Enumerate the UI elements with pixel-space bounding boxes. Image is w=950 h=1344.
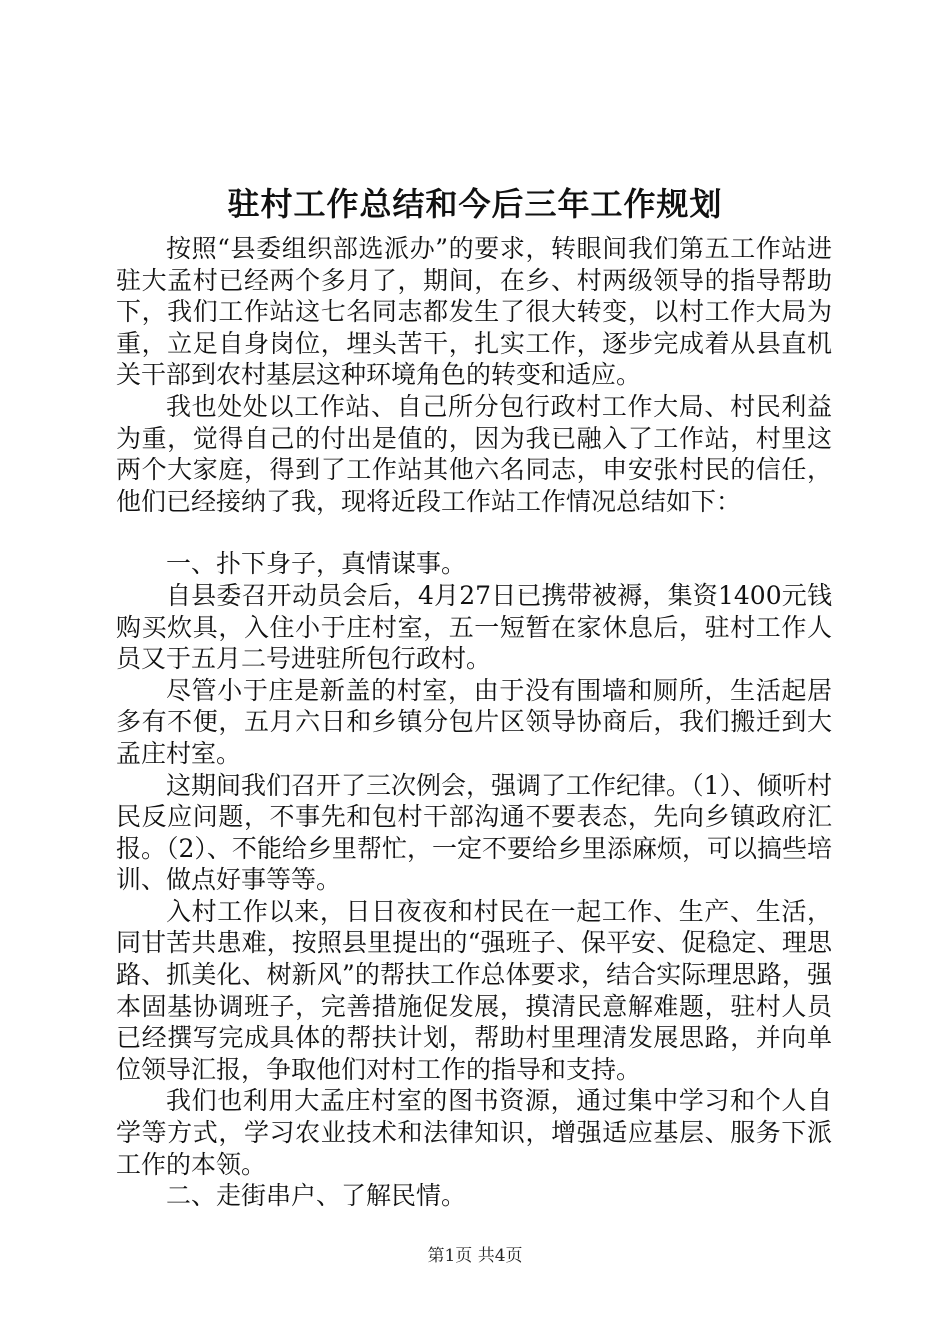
section-heading-2: 二、走街串户、了解民情。 <box>166 1181 467 1211</box>
paragraph-attitude: 我也处处以工作站、自己所分包行政村工作大局、村民利益为重，觉得自己的付出是值的，因为我已融入了工作站，村里这两个大家庭，得到了工作站其他六名同志，申安张村民的信任，他们已经接纳了我，现将近段工作站工作情况总结如下： <box>116 391 832 516</box>
paragraph-arrival: 自县委召开动员会后，4月27日已携带被褥，集资1400元钱购买炊具，入住小于庄村室，五一短暂在家休息后，驻村工作人员又于五月二号进驻所包行政村。 <box>116 580 832 674</box>
paragraph-work: 入村工作以来，日日夜夜和村民在一起工作、生产、生活，同甘苦共患难，按照县里提出的“强班子、保平安、促稳定、理思路、抓美化、树新风”的帮扶工作总体要求，结合实际理思路，强本固基协调班子，完善措施促发展，摸清民意解难题，驻村人员已经撰写完成具体的帮扶计划，帮助村里理清发展思路，并向单位领导汇报，争取他们对村工作的指导和支持。 <box>116 896 832 1084</box>
page-footer: 第1页 共4页 <box>427 1246 523 1266</box>
document-title: 驻村工作总结和今后三年工作规划 <box>227 185 723 223</box>
paragraph-relocation: 尽管小于庄是新盖的村室，由于没有围墙和厕所，生活起居多有不便，五月六日和乡镇分包片区领导协商后，我们搬迁到大孟庄村室。 <box>116 675 832 768</box>
paragraph-meetings: 这期间我们召开了三次例会，强调了工作纪律。（1）、倾听村民反应问题，不事先和包村干部沟通不要表态，先向乡镇政府汇报。（2）、不能给乡里帮忙，一定不要给乡里添麻烦，可以搞些培训、做点好事等等。 <box>116 770 832 895</box>
section-heading-1: 一、扑下身子，真情谋事。 <box>166 549 467 579</box>
document-body <box>116 233 832 1212</box>
paragraph-intro: 按照“县委组织部选派办”的要求，转眼间我们第五工作站进驻大孟村已经两个多月了，期间，在乡、村两级领导的指导帮助下，我们工作站这七名同志都发生了很大转变，以村工作大局为重，立足自身岗位，埋头苦干，扎实工作，逐步完成着从县直机关干部到农村基层这种环境角色的转变和适应。 <box>116 234 832 390</box>
paragraph-study: 我们也利用大孟庄村室的图书资源，通过集中学习和个人自学等方式，学习农业技术和法律知识，增强适应基层、服务下派工作的本领。 <box>116 1086 832 1179</box>
